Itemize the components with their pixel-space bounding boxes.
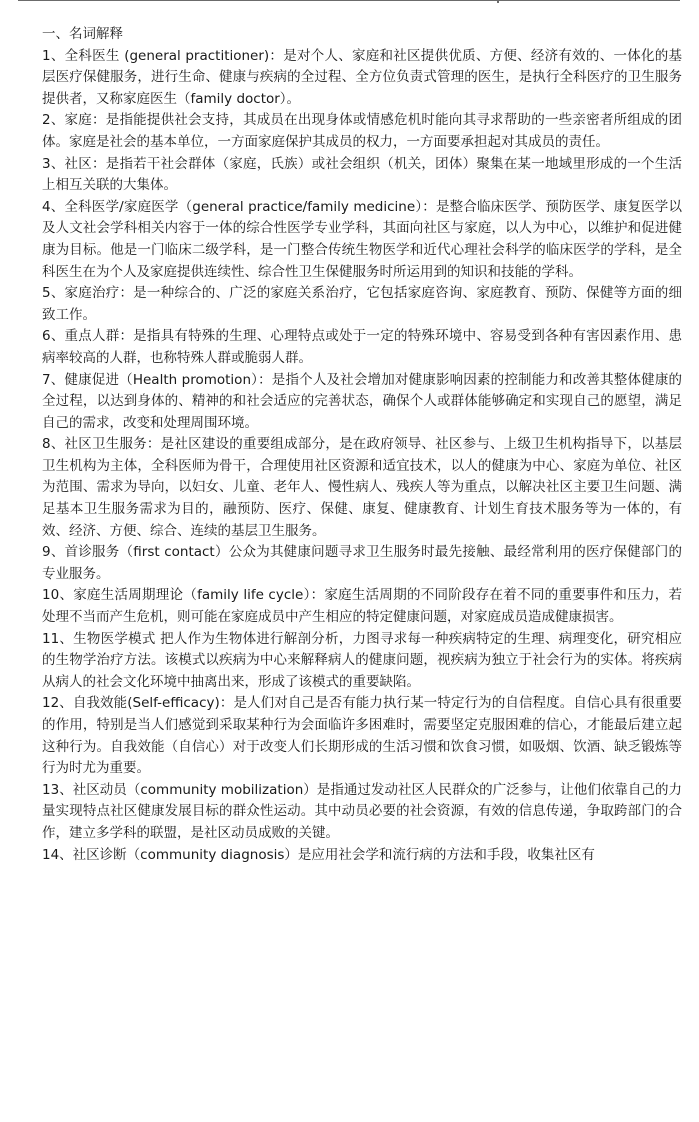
definition-paragraph-10: 10、家庭生活周期理论（family life cycle）：家庭生活周期的不同阶段存在着不同的重要事件和压力，若处理不当而产生危机，则可能在家庭成员中产生相应的特定健康问题，对家庭成员造成健康损害。 <box>42 587 682 626</box>
definition-paragraph-1: 1、全科医生 (general practitioner)：是对个人、家庭和社区提供优质、方便、经济有效的、一体化的基层医疗保健服务，进行生命、健康与疾病的全过程、全方位负责式管理的医生，是执行全科医疗的卫生服务提供者，又称家庭医生（family doctor）。 <box>42 47 682 107</box>
definition-paragraph-11: 11、生物医学模式 把人作为生物体进行解剖分析，力图寻求每一种疾病特定的生理、病理变化，研究相应的生物学治疗方法。该模式以疾病为中心来解释病人的健康问题，视疾病为独立于社会行为的实体。将疾病从病人的社会文化环境中抽离出来，形成了该模式的重要缺陷。 <box>42 630 682 690</box>
header-divider-tick <box>497 0 499 3</box>
definition-paragraph-4: 4、全科医学/家庭医学（general practice/family medicine）：是整合临床医学、预防医学、康复医学以及人文社会学科相关内容于一体的综合性医学专业学科，其面向社区与家庭，以人为中心，以维护和促进健康为目标。他是一门临床二级学科，是一门整合传统生物医学和近代心理社会科学的临床医学的学科，是全科医生在为个人及家庭提供连续性、综合性卫生保健服务时所运用到的知识和技能的学科。 <box>42 198 682 280</box>
definition-paragraph-14: 14、社区诊断（community diagnosis）是应用社会学和流行病的方法和手段，收集社区有 <box>42 846 595 863</box>
definition-paragraph-13: 13、社区动员（community mobilization）是指通过发动社区人民群众的广泛参与，让他们依靠自己的力量实现特点社区健康发展目标的群众性运动。其中动员必要的社会资源，有效的信息传递，争取跨部门的合作，建立多学科的联盟，是社区动员成败的关键。 <box>42 781 682 841</box>
document-body <box>42 24 682 866</box>
definition-paragraph-3: 3、社区：是指若干社会群体（家庭，氏族）或社会组织（机关，团体）聚集在某一地域里形成的一个生活上相互关联的大集体。 <box>42 155 682 194</box>
definition-paragraph-8: 8、社区卫生服务：是社区建设的重要组成部分，是在政府领导、社区参与、上级卫生机构指导下，以基层卫生机构为主体，全科医师为骨干，合理使用社区资源和适宜技术，以人的健康为中心、家庭为单位、社区为范围、需求为导向，以妇女、儿童、老年人、慢性病人、残疾人等为重点，以解决社区主要卫生问题、满足基本卫生服务需求为目的，融预防、医疗、保健、康复、健康教育、计划生育技术服务等为一体的，有效、经济、方便、综合、连续的基层卫生服务。 <box>42 436 682 539</box>
section-title: 一、名词解释 <box>42 26 123 42</box>
definition-paragraph-12: 12、自我效能(Self-efficacy)：是人们对自己是否有能力执行某一特定行为的自信程度。自信心具有很重要的作用，特别是当人们感觉到采取某种行为会面临许多困难时，需要坚定克服困难的信心，才能最后建立起这种行为。自我效能（自信心）对于改变人们长期形成的生活习惯和饮食习惯，如吸烟、饮酒、缺乏锻炼等行为时尤为重要。 <box>42 695 682 777</box>
definition-paragraph-5: 5、家庭治疗：是一种综合的、广泛的家庭关系治疗，它包括家庭咨询、家庭教育、预防、保健等方面的细致工作。 <box>42 285 682 323</box>
definition-paragraph-7: 7、健康促进（Health promotion）：是指个人及社会增加对健康影响因素的控制能力和改善其整体健康的全过程，以达到身体的、精神的和社会适应的完善状态，确保个人或群体能够确定和实现自己的愿望，满足自己的需求，改变和处理周围环境。 <box>42 371 682 431</box>
header-divider <box>18 0 680 1</box>
definition-paragraph-6: 6、重点人群：是指具有特殊的生理、心理特点或处于一定的特殊环境中、容易受到各种有害因素作用、患病率较高的人群，也称特殊人群或脆弱人群。 <box>42 328 682 366</box>
definition-paragraph-9: 9、首诊服务（first contact）公众为其健康问题寻求卫生服务时最先接触、最经常利用的医疗保健部门的专业服务。 <box>42 544 682 582</box>
definition-paragraph-2: 2、家庭：是指能提供社会支持，其成员在出现身体或情感危机时能向其寻求帮助的一些亲密者所组成的团体。家庭是社会的基本单位，一方面家庭保护其成员的权力，一方面要承担起对其成员的责任。 <box>42 112 682 150</box>
